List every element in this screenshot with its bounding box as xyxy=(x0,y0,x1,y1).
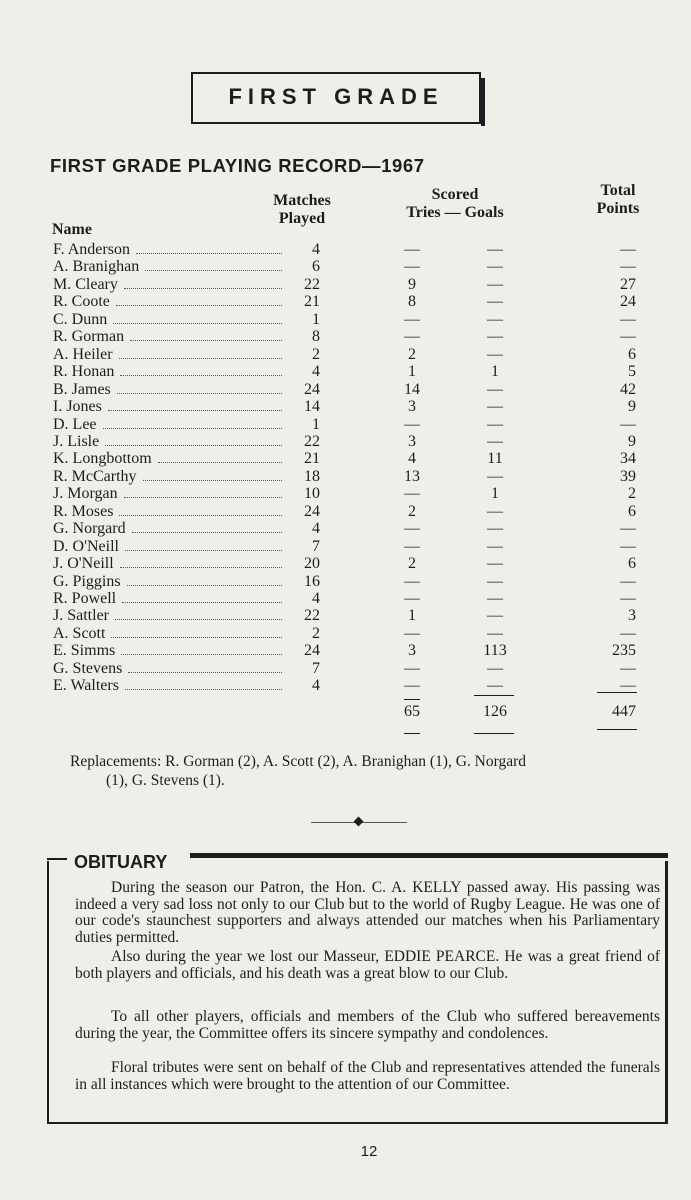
header-scored xyxy=(390,186,520,222)
total-points: 42 xyxy=(620,380,636,398)
matches-played: 4 xyxy=(312,363,320,381)
goals-scored: — xyxy=(487,572,503,590)
table-row xyxy=(0,625,691,642)
goals-scored: 11 xyxy=(487,450,503,468)
matches-played: 4 xyxy=(312,677,320,695)
total-points: 3 xyxy=(628,607,636,625)
matches-played: 2 xyxy=(312,345,320,363)
replacements-note xyxy=(70,752,670,790)
table-row xyxy=(0,607,691,624)
goals-scored: — xyxy=(487,659,503,677)
points-sum-rule xyxy=(597,692,637,693)
matches-played: 20 xyxy=(304,555,320,573)
tries-scored: 4 xyxy=(408,450,416,468)
player-name: R. Moses xyxy=(53,502,114,520)
matches-played: 4 xyxy=(312,590,320,607)
total-points: — xyxy=(620,520,636,538)
table-row xyxy=(0,398,691,415)
total-points: 5 xyxy=(628,363,636,381)
total-points: 24 xyxy=(620,293,636,311)
obituary-paragraph-1: During the season our Patron, the Hon. C. A. KELLY passed away. His passing was indeed a very sad loss not only to our Club but to the world of Rugby League. He was one of our code's staunchest supporters and always attended our matches when his Parliamentary duties permitted. xyxy=(75,879,660,946)
leader-dots xyxy=(143,480,282,481)
obituary-top-rule xyxy=(190,853,668,858)
goals-total-underline xyxy=(474,733,514,734)
goals-scored: — xyxy=(487,380,503,398)
matches-played: 1 xyxy=(312,415,320,433)
total-points: — xyxy=(620,537,636,555)
matches-played: 16 xyxy=(304,572,320,590)
matches-played: 8 xyxy=(312,328,320,346)
total-points: — xyxy=(620,241,636,258)
section-heading-box xyxy=(191,72,481,124)
goals-scored: — xyxy=(487,293,503,311)
player-name: D. O'Neill xyxy=(53,537,119,555)
leader-dots xyxy=(125,689,282,690)
obituary-top-rule-left xyxy=(47,858,67,860)
matches-played: 18 xyxy=(304,467,320,485)
total-points: — xyxy=(620,677,636,695)
leader-dots xyxy=(145,270,282,271)
tries-scored: — xyxy=(404,572,420,590)
total-points: 9 xyxy=(628,398,636,416)
matches-played: 2 xyxy=(312,624,320,642)
player-name: J. Morgan xyxy=(53,485,118,503)
leader-dots xyxy=(121,654,282,655)
table-row xyxy=(0,660,691,677)
total-points: 27 xyxy=(620,275,636,293)
total-points: 34 xyxy=(620,450,636,468)
obituary-paragraph-2: Also during the year we lost our Masseur, EDDIE PEARCE. He was a great friend of both players and officials, and his death was a great blow to our Club. xyxy=(75,948,660,982)
goals-scored: — xyxy=(487,241,503,258)
leader-dots xyxy=(128,672,282,673)
tries-scored: — xyxy=(404,415,420,433)
tries-sum-rule xyxy=(404,699,420,700)
tries-scored: 8 xyxy=(408,293,416,311)
page-number: 12 xyxy=(360,1143,378,1160)
goals-scored: — xyxy=(487,520,503,538)
matches-played: 21 xyxy=(304,293,320,311)
total-goals: 126 xyxy=(483,703,507,720)
table-row xyxy=(0,677,691,694)
total-points: 6 xyxy=(628,555,636,573)
table-row xyxy=(0,241,691,258)
total-points: 235 xyxy=(612,642,636,660)
player-name: G. Piggins xyxy=(53,572,121,590)
total-points: — xyxy=(620,659,636,677)
table-row xyxy=(0,381,691,398)
record-title: FIRST GRADE PLAYING RECORD—1967 xyxy=(50,155,425,176)
total-points: — xyxy=(620,310,636,328)
table-row xyxy=(0,503,691,520)
tries-scored: 1 xyxy=(408,363,416,381)
matches-played: 7 xyxy=(312,659,320,677)
matches-played: 1 xyxy=(312,310,320,328)
leader-dots xyxy=(124,497,282,498)
leader-dots xyxy=(108,410,282,411)
table-row xyxy=(0,416,691,433)
matches-played: 22 xyxy=(304,275,320,293)
player-name: E. Simms xyxy=(53,642,116,660)
tries-scored: — xyxy=(404,520,420,538)
leader-dots xyxy=(130,340,282,341)
goals-scored: — xyxy=(487,345,503,363)
tries-total-underline xyxy=(404,733,420,734)
total-points: 6 xyxy=(628,502,636,520)
player-name: A. Branighan xyxy=(53,258,140,276)
table-row xyxy=(0,311,691,328)
tries-scored: — xyxy=(404,328,420,346)
header-name: Name xyxy=(52,221,92,238)
table-row xyxy=(0,485,691,502)
player-name: G. Norgard xyxy=(53,520,126,538)
tries-scored: — xyxy=(404,241,420,258)
matches-played: 21 xyxy=(304,450,320,468)
matches-played: 22 xyxy=(304,607,320,625)
goals-scored: — xyxy=(487,537,503,555)
header-scored-line1: Scored xyxy=(431,186,479,203)
leader-dots xyxy=(120,375,282,376)
table-row xyxy=(0,590,691,607)
player-name: R. Powell xyxy=(53,590,117,607)
player-name: G. Stevens xyxy=(53,659,123,677)
table-row xyxy=(0,642,691,659)
total-tries: 65 xyxy=(404,703,420,720)
goals-scored: — xyxy=(487,624,503,642)
tries-scored: 9 xyxy=(408,275,416,293)
table-row xyxy=(0,468,691,485)
header-tries-goals: Tries — Goals xyxy=(406,204,504,221)
goals-scored: 113 xyxy=(483,642,507,660)
obituary-heading: OBITUARY xyxy=(74,852,168,872)
leader-dots xyxy=(122,602,282,603)
player-name: A. Scott xyxy=(53,624,106,642)
leader-dots xyxy=(132,532,282,533)
goals-scored: — xyxy=(487,415,503,433)
player-name: C. Dunn xyxy=(53,310,108,328)
tries-scored: 13 xyxy=(404,467,420,485)
replacements-line2: (1), G. Stevens (1). xyxy=(106,772,225,789)
player-name: R. Coote xyxy=(53,293,110,311)
player-name: I. Jones xyxy=(53,398,102,416)
tries-scored: 3 xyxy=(408,398,416,416)
leader-dots xyxy=(124,288,282,289)
goals-scored: — xyxy=(487,275,503,293)
player-name: D. Lee xyxy=(53,415,97,433)
table-row xyxy=(0,293,691,310)
player-name: E. Walters xyxy=(53,677,119,695)
leader-dots xyxy=(115,619,282,620)
total-points: — xyxy=(620,624,636,642)
tries-scored: — xyxy=(404,485,420,503)
tries-scored: 2 xyxy=(408,555,416,573)
section-heading: FIRST GRADE xyxy=(228,84,444,109)
tries-scored: — xyxy=(404,659,420,677)
total-points: 6 xyxy=(628,345,636,363)
goals-scored: — xyxy=(487,310,503,328)
leader-dots xyxy=(119,358,282,359)
matches-played: 4 xyxy=(312,520,320,538)
goals-scored: — xyxy=(487,467,503,485)
goals-scored: — xyxy=(487,398,503,416)
goals-scored: — xyxy=(487,432,503,450)
matches-played: 24 xyxy=(304,502,320,520)
leader-dots xyxy=(120,567,282,568)
total-points: 39 xyxy=(620,467,636,485)
total-points: — xyxy=(620,572,636,590)
goals-scored: 1 xyxy=(491,363,499,381)
table-row xyxy=(0,555,691,572)
tries-scored: — xyxy=(404,677,420,695)
tries-scored: 3 xyxy=(408,642,416,660)
divider-ornament xyxy=(311,820,407,826)
total-points: 9 xyxy=(628,432,636,450)
total-points: 447 xyxy=(612,703,636,720)
obituary-paragraph-3: To all other players, officials and members of the Club who suffered bereavements during the year, the Committee offers its sincere sympathy and condolences. xyxy=(75,1008,660,1042)
tries-scored: 14 xyxy=(404,380,420,398)
leader-dots xyxy=(127,585,282,586)
matches-played: 24 xyxy=(304,380,320,398)
leader-dots xyxy=(111,637,282,638)
goals-scored: — xyxy=(487,258,503,276)
matches-played: 6 xyxy=(312,258,320,276)
player-name: F. Anderson xyxy=(53,241,130,258)
player-name: M. Cleary xyxy=(53,275,118,293)
player-name: R. Honan xyxy=(53,363,115,381)
total-points: 2 xyxy=(628,485,636,503)
tries-scored: — xyxy=(404,258,420,276)
player-name: A. Heiler xyxy=(53,345,113,363)
matches-played: 10 xyxy=(304,485,320,503)
goals-scored: — xyxy=(487,555,503,573)
table-row xyxy=(0,346,691,363)
goals-scored: — xyxy=(487,502,503,520)
goals-scored: — xyxy=(487,328,503,346)
matches-played: 24 xyxy=(304,642,320,660)
tries-scored: — xyxy=(404,310,420,328)
tries-scored: 2 xyxy=(408,345,416,363)
player-name: J. O'Neill xyxy=(53,555,114,573)
player-name: J. Lisle xyxy=(53,432,100,450)
tries-scored: — xyxy=(404,590,420,607)
replacements-line1: Replacements: R. Gorman (2), A. Scott (2), A. Branighan (1), G. Norgard xyxy=(70,753,527,770)
leader-dots xyxy=(158,462,282,463)
player-name: R. McCarthy xyxy=(53,467,137,485)
table-row xyxy=(0,573,691,590)
table-row xyxy=(0,520,691,537)
leader-dots xyxy=(103,428,282,429)
tries-scored: 2 xyxy=(408,502,416,520)
total-points: — xyxy=(620,328,636,346)
header-matches-line1: Matches xyxy=(273,192,331,209)
leader-dots xyxy=(113,323,282,324)
table-row xyxy=(0,328,691,345)
tries-scored: — xyxy=(404,537,420,555)
leader-dots xyxy=(117,393,282,394)
leader-dots xyxy=(119,515,282,516)
leader-dots xyxy=(136,253,282,254)
points-total-underline xyxy=(597,729,637,730)
matches-played: 22 xyxy=(304,432,320,450)
player-name: B. James xyxy=(53,380,111,398)
total-points: — xyxy=(620,258,636,276)
player-name: R. Gorman xyxy=(53,328,125,346)
goals-scored: — xyxy=(487,590,503,607)
header-total-line1: Total xyxy=(600,182,636,199)
header-total xyxy=(578,182,658,218)
header-matches-line2: Played xyxy=(278,210,326,227)
table-row xyxy=(0,433,691,450)
total-points: — xyxy=(620,590,636,607)
leader-dots xyxy=(105,445,282,446)
matches-played: 4 xyxy=(312,241,320,258)
player-name: J. Sattler xyxy=(53,607,109,625)
table-row xyxy=(0,538,691,555)
goals-scored: — xyxy=(487,677,503,695)
header-total-line2: Points xyxy=(596,200,640,217)
goals-sum-rule xyxy=(474,695,514,696)
matches-played: 14 xyxy=(304,398,320,416)
header-matches xyxy=(262,192,342,228)
table-row xyxy=(0,258,691,275)
player-name: K. Longbottom xyxy=(53,450,152,468)
goals-scored: 1 xyxy=(491,485,499,503)
table-row xyxy=(0,450,691,467)
table-row xyxy=(0,363,691,380)
goals-scored: — xyxy=(487,607,503,625)
total-points: — xyxy=(620,415,636,433)
table-row xyxy=(0,276,691,293)
obituary-paragraph-4: Floral tributes were sent on behalf of the Club and representatives attended the funerals in all instances which were brought to the attention of our Committee. xyxy=(75,1059,660,1093)
tries-scored: 3 xyxy=(408,432,416,450)
leader-dots xyxy=(116,305,282,306)
matches-played: 7 xyxy=(312,537,320,555)
leader-dots xyxy=(125,550,282,551)
tries-scored: — xyxy=(404,624,420,642)
tries-scored: 1 xyxy=(408,607,416,625)
